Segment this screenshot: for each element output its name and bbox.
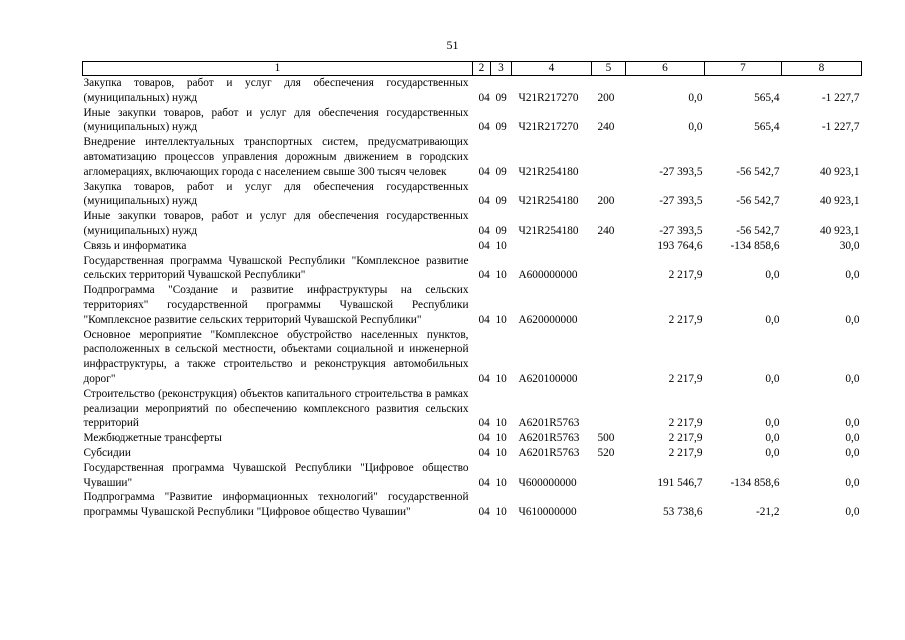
row-expense-type-cell — [592, 239, 626, 254]
row-value-6-cell: 191 546,7 — [657, 476, 703, 489]
row-name-cell: Межбюджетные трансферты — [83, 432, 222, 445]
header-cell: 6 — [626, 62, 705, 76]
row-subsection-cell: 10 — [495, 432, 507, 445]
row-value-6-cell: -27 393,5 — [659, 195, 703, 208]
row-value-8-cell: 0,0 — [845, 476, 860, 489]
row-value-8-cell: 0,0 — [845, 506, 860, 519]
row-subsection-cell: 09 — [495, 91, 507, 104]
row-value-8-cell: 30,0 — [839, 239, 860, 252]
table-row — [83, 328, 862, 387]
row-value-6-cell: 2 217,9 — [668, 446, 703, 459]
table-row — [83, 106, 862, 136]
table-row — [83, 283, 862, 327]
row-value-8-cell: 40 923,1 — [819, 165, 860, 178]
header-cell: 5 — [592, 62, 626, 76]
table-row — [83, 135, 862, 179]
row-subsection-cell: 10 — [495, 476, 507, 489]
row-target-code-cell: Ч21R254180 — [518, 195, 579, 208]
row-value-8-cell: 0,0 — [845, 446, 860, 459]
row-value-7-cell: 0,0 — [765, 446, 780, 459]
row-target-code-cell: Ч21R254180 — [518, 224, 579, 237]
row-value-8-cell: -1 227,7 — [821, 121, 860, 134]
table-row — [83, 446, 862, 461]
row-section-cell: 04 — [478, 476, 490, 489]
row-target-code-cell: Ч21R217270 — [518, 121, 579, 134]
table-row — [83, 387, 862, 431]
row-subsection-cell: 10 — [495, 372, 507, 385]
row-section-cell: 04 — [478, 224, 490, 237]
row-expense-type-cell — [592, 135, 626, 179]
table-row — [83, 76, 862, 106]
row-subsection-cell: 10 — [495, 417, 507, 430]
row-expense-type-cell — [592, 461, 626, 491]
row-target-code-cell: Ч21R254180 — [518, 165, 579, 178]
row-value-8-cell: 40 923,1 — [819, 224, 860, 237]
page-number: 51 — [446, 38, 459, 52]
header-cell: 4 — [512, 62, 592, 76]
row-name-cell: Государственная программа Чувашской Республики "Цифровое общество Чувашии" — [83, 461, 469, 489]
row-subsection-cell: 09 — [495, 224, 507, 237]
row-name-cell: Субсидии — [83, 446, 131, 459]
row-value-8-cell: 0,0 — [845, 313, 860, 326]
row-value-7-cell: -21,2 — [755, 506, 780, 519]
row-name-cell: Связь и информатика — [83, 239, 187, 252]
row-target-code-cell: А600000000 — [518, 269, 578, 282]
row-expense-type-cell — [592, 490, 626, 520]
row-value-7-cell: -56 542,7 — [736, 224, 780, 237]
row-target-code-cell: Ч610000000 — [518, 506, 577, 519]
row-name-cell: Закупка товаров, работ и услуг для обеспечения государственных (муниципальных) нужд — [83, 77, 469, 104]
row-name-cell: Строительство (реконструкция) объектов капитального строительства в рамках реализации мероприятий по обеспечению комплексного развития сельских территорий — [83, 387, 469, 430]
row-section-cell: 04 — [478, 506, 490, 519]
row-subsection-cell: 10 — [495, 313, 507, 326]
row-value-7-cell: -56 542,7 — [736, 195, 780, 208]
row-value-7-cell: 0,0 — [765, 432, 780, 445]
table-row — [83, 254, 862, 284]
row-section-cell: 04 — [478, 239, 490, 252]
row-section-cell: 04 — [478, 432, 490, 445]
table-row — [83, 490, 862, 520]
row-section-cell: 04 — [478, 121, 490, 134]
row-target-code-cell: А620100000 — [518, 372, 578, 385]
row-target-code-cell: А6201R5763 — [518, 417, 580, 430]
row-section-cell: 04 — [478, 313, 490, 326]
row-section-cell: 04 — [478, 165, 490, 178]
row-name-cell: Закупка товаров, работ и услуг для обеспечения государственных (муниципальных) нужд — [83, 180, 469, 208]
row-value-8-cell: 0,0 — [845, 432, 860, 445]
row-value-7-cell: 565,4 — [754, 91, 780, 104]
row-name-cell: Иные закупки товаров, работ и услуг для обеспечения государственных (муниципальных) нужд — [83, 210, 469, 237]
row-target-code-cell: А6201R5763 — [518, 446, 580, 459]
row-value-6-cell: 2 217,9 — [668, 269, 703, 282]
row-value-8-cell: -1 227,7 — [821, 91, 860, 104]
row-value-6-cell: 53 738,6 — [662, 506, 703, 519]
row-target-code-cell: Ч600000000 — [518, 476, 577, 489]
budget-table — [82, 61, 862, 520]
row-value-6-cell: 2 217,9 — [668, 313, 703, 326]
row-value-6-cell: -27 393,5 — [659, 165, 703, 178]
header-cell: 7 — [705, 62, 782, 76]
header-cell: 8 — [782, 62, 862, 76]
row-value-7-cell: 0,0 — [765, 417, 780, 430]
table-row — [83, 239, 862, 254]
row-section-cell: 04 — [478, 269, 490, 282]
row-name-cell: Подпрограмма "Создание и развитие инфраструктуры на сельских территориях" государственной программы Чувашской Республики "Комплексное развитие сельских территорий Чувашской Республики" — [83, 284, 469, 326]
row-name-cell: Внедрение интеллектуальных транспортных систем, предусматривающих автоматизацию процессов управления дорожным движением в городских агломерациях, включающих города с населением свыше 300 тысяч человек — [83, 136, 469, 178]
row-section-cell: 04 — [478, 446, 490, 459]
table-row — [83, 431, 862, 446]
row-expense-type-cell: 200 — [597, 195, 615, 208]
row-expense-type-cell — [592, 254, 626, 284]
row-value-7-cell: 565,4 — [754, 121, 780, 134]
row-subsection-cell: 10 — [495, 506, 507, 519]
row-name-cell: Иные закупки товаров, работ и услуг для обеспечения государственных (муниципальных) нужд — [83, 106, 469, 134]
row-value-8-cell: 0,0 — [845, 372, 860, 385]
row-target-code-cell — [512, 239, 592, 254]
header-cell: 2 — [473, 62, 491, 76]
table-body — [83, 62, 862, 520]
row-name-cell: Государственная программа Чувашской Республики "Комплексное развитие сельских территорий Чувашской Республики" — [83, 254, 469, 282]
row-value-6-cell: 2 217,9 — [668, 417, 703, 430]
row-value-7-cell: -134 858,6 — [730, 239, 780, 252]
row-value-7-cell: 0,0 — [765, 372, 780, 385]
row-value-6-cell: 2 217,9 — [668, 372, 703, 385]
row-value-7-cell: 0,0 — [765, 269, 780, 282]
row-value-8-cell: 40 923,1 — [819, 195, 860, 208]
row-subsection-cell: 09 — [495, 195, 507, 208]
row-section-cell: 04 — [478, 372, 490, 385]
row-expense-type-cell: 500 — [597, 432, 615, 445]
row-expense-type-cell — [592, 283, 626, 327]
row-expense-type-cell: 240 — [597, 224, 615, 237]
row-expense-type-cell: 200 — [597, 91, 615, 104]
row-subsection-cell: 10 — [495, 269, 507, 282]
row-value-6-cell: 2 217,9 — [668, 432, 703, 445]
table-row — [83, 461, 862, 491]
row-value-6-cell: 0,0 — [688, 91, 703, 104]
row-target-code-cell: А620000000 — [518, 313, 578, 326]
row-expense-type-cell: 520 — [597, 446, 615, 459]
row-section-cell: 04 — [478, 91, 490, 104]
row-value-8-cell: 0,0 — [845, 417, 860, 430]
row-expense-type-cell — [592, 387, 626, 431]
row-subsection-cell: 10 — [495, 446, 507, 459]
row-value-7-cell: 0,0 — [765, 313, 780, 326]
table-header-row — [83, 62, 862, 76]
row-subsection-cell: 09 — [495, 165, 507, 178]
row-value-6-cell: 0,0 — [688, 121, 703, 134]
row-section-cell: 04 — [478, 417, 490, 430]
row-value-8-cell: 0,0 — [845, 269, 860, 282]
row-value-6-cell: -27 393,5 — [659, 224, 703, 237]
header-cell: 3 — [491, 62, 512, 76]
header-cell: 1 — [83, 62, 473, 76]
row-target-code-cell: А6201R5763 — [518, 432, 580, 445]
row-expense-type-cell: 240 — [597, 121, 615, 134]
table-row — [83, 180, 862, 210]
row-value-7-cell: -56 542,7 — [736, 165, 780, 178]
row-name-cell: Основное мероприятие "Комплексное обустройство населенных пунктов, расположенных в сельской местности, объектами социальной и инженерной инфраструктуры, а также строительство и реконструкция автомобильных дорог" — [83, 328, 469, 385]
row-name-cell: Подпрограмма "Развитие информационных технологий" государственной программы Чувашской Республики "Цифровое общество Чувашии" — [83, 491, 469, 519]
row-section-cell: 04 — [478, 195, 490, 208]
row-value-6-cell: 193 764,6 — [657, 239, 703, 252]
row-subsection-cell: 09 — [495, 121, 507, 134]
row-value-7-cell: -134 858,6 — [730, 476, 780, 489]
row-target-code-cell: Ч21R217270 — [518, 91, 579, 104]
row-expense-type-cell — [592, 328, 626, 387]
row-subsection-cell: 10 — [495, 239, 507, 252]
table-row — [83, 209, 862, 239]
